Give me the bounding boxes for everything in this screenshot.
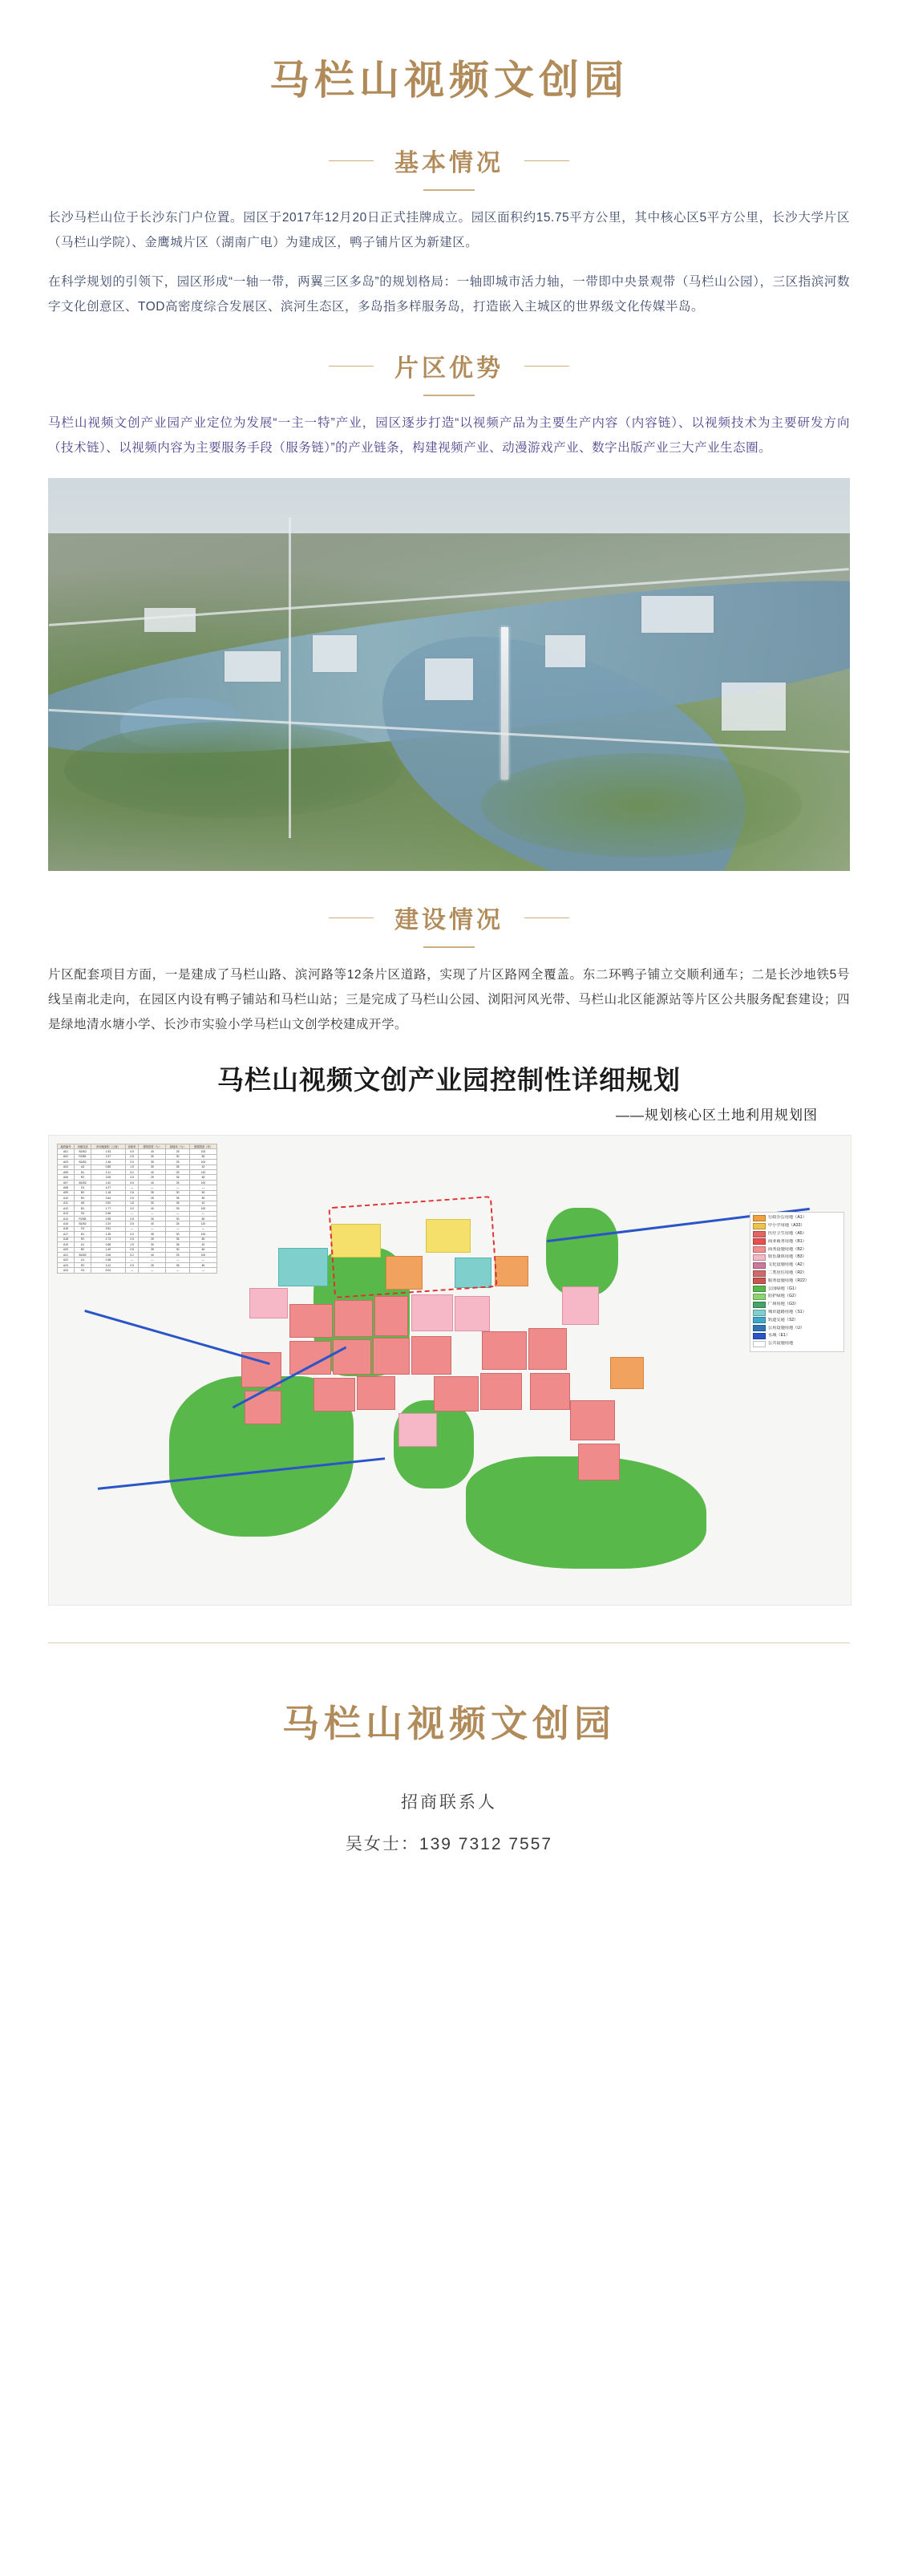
map-parcel <box>610 1357 644 1389</box>
table-cell: 2.98 <box>91 1216 126 1221</box>
table-cell: 25 <box>166 1160 190 1164</box>
legend-item <box>753 1333 841 1339</box>
legend-item <box>753 1341 841 1347</box>
table-cell: 25 <box>166 1170 190 1175</box>
legend-item <box>753 1310 841 1316</box>
table-cell: 3.05 <box>91 1175 126 1180</box>
photo-greenbelt-west <box>64 722 401 818</box>
photo-greenbelt-east <box>481 753 802 857</box>
paragraph: 在科学规划的引领下，园区形成“一轴一带，两翼三区多岛”的规划格局：一轴即城市活力轴，一带即中央景观带（马栏山公园），三区指滨河数字文化创意区、TOD高密度综合发展区、滨河生态区，多岛指多样服务岛，打造嵌入主城区的世界级文化传媒半岛。 <box>48 275 850 314</box>
table-cell: 120 <box>189 1170 216 1175</box>
table-cell: 3.0 <box>125 1160 139 1164</box>
table-cell: 35 <box>166 1175 190 1180</box>
table-cell: — <box>125 1258 139 1262</box>
legend-item <box>753 1254 841 1261</box>
table-cell: 30 <box>166 1232 190 1237</box>
legend-swatch <box>753 1254 766 1261</box>
table-cell: 3.5 <box>125 1221 139 1226</box>
table-cell: A5 <box>75 1201 91 1205</box>
photo-building-cluster <box>722 682 786 731</box>
table-cell: 1.35 <box>91 1232 126 1237</box>
legend-label: 中小学用地（A33） <box>768 1223 805 1229</box>
photo-building-cluster <box>545 635 585 667</box>
table-cell: 30 <box>139 1201 166 1205</box>
table-cell: A03 <box>58 1160 75 1164</box>
table-cell: 30 <box>166 1154 190 1159</box>
table-cell: B2 <box>75 1190 91 1195</box>
table-cell: R2 <box>75 1237 91 1241</box>
table-cell: 25 <box>166 1221 190 1226</box>
table-cell: B1/B2 <box>75 1253 91 1258</box>
table-cell: B1/B2 <box>75 1149 91 1154</box>
table-cell: 40 <box>139 1253 166 1258</box>
legend-label: 防护绿地（G2） <box>768 1294 799 1299</box>
legend-label: 文化设施用地（A2） <box>768 1262 807 1268</box>
map-parcel <box>411 1294 453 1331</box>
section-heading-label: 建设情况 <box>374 900 524 935</box>
section-heading-construction <box>0 900 898 935</box>
table-cell: — <box>166 1268 190 1273</box>
table-cell: 80 <box>189 1216 216 1221</box>
table-cell: B1/B2 <box>75 1180 91 1185</box>
table-cell: — <box>139 1268 166 1273</box>
table-cell: 35 <box>166 1196 190 1201</box>
table-cell: A07 <box>58 1180 75 1185</box>
table-header-cell: 建筑密度（％） <box>139 1144 166 1149</box>
legend-swatch <box>753 1341 766 1347</box>
table-cell: G1 <box>75 1226 91 1231</box>
map-parcel <box>528 1328 567 1370</box>
planning-data-table <box>57 1144 217 1274</box>
table-cell: 2.8 <box>125 1247 139 1252</box>
table-cell: 2.8 <box>125 1190 139 1195</box>
legend-item <box>753 1215 841 1221</box>
legend-swatch <box>753 1294 766 1300</box>
table-cell: 5.04 <box>91 1268 126 1273</box>
table-cell: — <box>125 1211 139 1216</box>
table-header-cell: 容积率 <box>125 1144 139 1149</box>
map-parcel <box>333 1339 371 1375</box>
table-cell: R2 <box>75 1175 91 1180</box>
legend-swatch <box>753 1310 766 1316</box>
footer-divider <box>48 1642 850 1643</box>
table-cell: — <box>139 1258 166 1262</box>
table-cell: 100 <box>189 1160 216 1164</box>
planning-map-canvas <box>48 1135 851 1606</box>
table-cell: B1 <box>75 1170 91 1175</box>
table-cell: 100 <box>189 1149 216 1154</box>
legend-swatch <box>753 1286 766 1292</box>
table-cell: 100 <box>189 1180 216 1185</box>
table-cell: 2.06 <box>91 1253 126 1258</box>
table-cell: 2.5 <box>125 1175 139 1180</box>
section-heading-label: 基本情况 <box>374 143 524 178</box>
map-parcel <box>334 1300 373 1337</box>
table-cell: — <box>166 1185 190 1190</box>
photo-building-cluster <box>425 658 473 700</box>
footer-contact-label: 招商联系人 <box>401 1793 497 1812</box>
legend-label: 医疗卫生用地（A5） <box>768 1231 807 1237</box>
table-header-cell: 用地性质 <box>75 1144 91 1149</box>
legend-label: 服务设施用地（R22） <box>768 1278 810 1283</box>
table-cell: 30 <box>139 1242 166 1247</box>
legend-label: 公共设施用地 <box>768 1341 794 1347</box>
table-cell: R2 <box>75 1262 91 1267</box>
table-cell: — <box>166 1258 190 1262</box>
map-parcel <box>374 1296 408 1336</box>
legend-label: 广场用地（G3） <box>768 1302 799 1307</box>
table-cell: 3.5 <box>125 1180 139 1185</box>
table-cell: 2.5 <box>125 1237 139 1241</box>
planning-map-title: 马栏山视频文创产业园控制性详细规划 <box>217 1067 681 1096</box>
table-cell: 1.46 <box>91 1160 126 1164</box>
legend-label: 公用设施用地（U） <box>768 1325 805 1331</box>
table-cell: B1/B2 <box>75 1160 91 1164</box>
legend-label: 水域（E1） <box>768 1333 791 1339</box>
table-cell: — <box>139 1226 166 1231</box>
table-header-cell: 净用地面积（公顷） <box>91 1144 126 1149</box>
map-parcel <box>289 1304 333 1338</box>
table-cell: A16 <box>58 1226 75 1231</box>
table-cell: A09 <box>58 1190 75 1195</box>
table-cell: 3.5 <box>125 1149 139 1154</box>
table-cell: A3 <box>75 1164 91 1169</box>
table-cell: — <box>125 1185 139 1190</box>
table-cell: B1 <box>75 1206 91 1211</box>
paragraph: 片区配套项目方面，一是建成了马栏山路、滨河路等12条片区道路，实现了片区路网全覆盖。东二环鸭子铺立交顺利通车；二是长沙地铁5号线呈南北走向，在园区内设有鸭子铺站和马栏山站；三是完成了马栏山公园、浏阳河风光带、马栏山北区能源站等片区公共服务配套建设；四是绿地清水塘小学、长沙市实验小学马栏山文创学校建成开学。 <box>48 968 850 1031</box>
section-basic-body <box>48 191 850 319</box>
table-cell: 35 <box>166 1242 190 1247</box>
table-cell: 4.27 <box>91 1185 126 1190</box>
table-cell: 2.37 <box>91 1154 126 1159</box>
table-cell: U1 <box>75 1258 91 1262</box>
table-cell: 25 <box>139 1237 166 1241</box>
table-cell: 100 <box>189 1253 216 1258</box>
photo-road <box>289 517 291 838</box>
table-cell: 3.2 <box>125 1253 139 1258</box>
map-parcel <box>245 1391 281 1424</box>
table-cell: 30 <box>166 1247 190 1252</box>
table-cell: 80 <box>189 1196 216 1201</box>
photo-building-cluster <box>313 635 357 672</box>
section-heading-label: 片区优势 <box>374 348 524 383</box>
table-cell: 0.38 <box>91 1258 126 1262</box>
table-cell: A18 <box>58 1237 75 1241</box>
table-cell: 120 <box>189 1221 216 1226</box>
map-parcel <box>570 1400 615 1440</box>
table-cell: — <box>166 1211 190 1216</box>
photo-building-cluster <box>224 651 281 682</box>
table-cell: S4 <box>75 1211 91 1216</box>
legend-swatch <box>753 1238 766 1245</box>
table-cell: G1 <box>75 1185 91 1190</box>
table-cell: A13 <box>58 1211 75 1216</box>
map-parcel <box>373 1338 410 1375</box>
table-cell: 2.8 <box>125 1216 139 1221</box>
table-cell: 40 <box>139 1206 166 1211</box>
table-cell: 2.5 <box>125 1196 139 1201</box>
table-cell: 40 <box>139 1180 166 1185</box>
table-cell: 40 <box>189 1164 216 1169</box>
legend-swatch <box>753 1302 766 1308</box>
table-header-cell: 建筑限高（米） <box>189 1144 216 1149</box>
table-cell: 35 <box>166 1201 190 1205</box>
section-advantage-body <box>48 396 850 460</box>
table-cell: 25 <box>139 1196 166 1201</box>
table-cell: 2.8 <box>125 1154 139 1159</box>
table-cell: 40 <box>189 1242 216 1247</box>
legend-swatch <box>753 1278 766 1284</box>
map-parcel <box>530 1373 570 1410</box>
aerial-photo <box>48 478 850 871</box>
map-parcel <box>562 1286 599 1325</box>
table-cell: 100 <box>189 1206 216 1211</box>
table-cell: 30 <box>166 1216 190 1221</box>
table-cell: 1.93 <box>91 1149 126 1154</box>
table-cell: A14 <box>58 1216 75 1221</box>
legend-item <box>753 1262 841 1269</box>
table-cell: 1.49 <box>91 1247 126 1252</box>
table-cell: 100 <box>189 1232 216 1237</box>
section-construction-body <box>48 948 850 1037</box>
legend-swatch <box>753 1333 766 1339</box>
table-cell: 35 <box>166 1262 190 1267</box>
table-cell: — <box>125 1226 139 1231</box>
table-cell: — <box>125 1268 139 1273</box>
table-cell: 40 <box>139 1170 166 1175</box>
table-cell: A04 <box>58 1164 75 1169</box>
table-cell: A21 <box>58 1253 75 1258</box>
table-cell: 30 <box>139 1164 166 1169</box>
table-cell: A19 <box>58 1242 75 1247</box>
table-cell: B2 <box>75 1247 91 1252</box>
table-cell: — <box>189 1258 216 1262</box>
table-cell: 80 <box>189 1262 216 1267</box>
table-cell: — <box>139 1211 166 1216</box>
table-cell: 0.68 <box>91 1242 126 1247</box>
table-cell: 25 <box>139 1262 166 1267</box>
table-cell: A17 <box>58 1232 75 1237</box>
table-cell: 25 <box>166 1180 190 1185</box>
photo-landmark-tower <box>501 627 508 780</box>
table-cell: 80 <box>189 1154 216 1159</box>
footer-title: 马栏山视频文创园 <box>282 1703 616 1744</box>
table-cell: A11 <box>58 1201 75 1205</box>
table-cell: 1.5 <box>125 1164 139 1169</box>
section-heading-basic <box>0 143 898 178</box>
table-cell: A10 <box>58 1196 75 1201</box>
table-cell: — <box>189 1185 216 1190</box>
table-cell: A15 <box>58 1221 75 1226</box>
legend-item <box>753 1246 841 1253</box>
legend-swatch <box>753 1215 766 1221</box>
page-title: 马栏山视频文创园 <box>269 58 629 103</box>
legend-label: 公园绿地（G1） <box>768 1286 799 1291</box>
map-legend <box>750 1212 844 1352</box>
legend-item <box>753 1231 841 1237</box>
table-cell: 25 <box>166 1206 190 1211</box>
table-cell: — <box>166 1226 190 1231</box>
map-parcel <box>434 1376 479 1412</box>
legend-item <box>753 1294 841 1300</box>
legend-label: 商务设施用地（B2） <box>768 1246 807 1252</box>
legend-item <box>753 1286 841 1292</box>
table-cell: 30 <box>166 1190 190 1195</box>
table-cell: R2/B1 <box>75 1216 91 1221</box>
map-parcel <box>482 1331 527 1370</box>
paragraph: 马栏山视频文创产业园产业定位为发展“一主一特”产业，园区逐步打造“以视频产品为主要生产内容（内容链）、以视频技术为主要研发方向（技术链）、以视频内容为主要服务手段（服务链）”的产业链条，构建视频产业、动漫游戏产业、数字出版产业三大产业生态圈。 <box>48 416 850 455</box>
section-heading-advantage <box>0 348 898 383</box>
table-cell: 3.0 <box>125 1206 139 1211</box>
table-cell: 35 <box>139 1160 166 1164</box>
table-cell: 3.12 <box>91 1262 126 1267</box>
table-cell: 3.2 <box>125 1170 139 1175</box>
map-parcel <box>278 1248 328 1286</box>
table-header-cell: 绿地率（％） <box>166 1144 190 1149</box>
table-cell: 25 <box>166 1253 190 1258</box>
table-cell: 35 <box>139 1190 166 1195</box>
paragraph: 长沙马栏山位于长沙东门户位置。园区于2017年12月20日正式挂牌成立。园区面积约15.75平方公里，其中核心区5平方公里，长沙大学片区（马栏山学院）、金鹰城片区（湖南广电）为建成区，鸭子铺片区为新建区。 <box>48 211 850 249</box>
legend-swatch <box>753 1270 766 1277</box>
table-cell: 0.46 <box>91 1211 126 1216</box>
legend-swatch <box>753 1325 766 1331</box>
legend-item <box>753 1238 841 1245</box>
map-parcel <box>578 1444 620 1480</box>
table-cell: B1 <box>75 1232 91 1237</box>
legend-swatch <box>753 1223 766 1229</box>
legend-label: 轨道交通（S2） <box>768 1317 799 1322</box>
legend-item <box>753 1270 841 1277</box>
legend-item <box>753 1278 841 1284</box>
legend-swatch <box>753 1262 766 1269</box>
table-cell: A06 <box>58 1175 75 1180</box>
table-cell: 60 <box>189 1190 216 1195</box>
legend-item <box>753 1317 841 1323</box>
table-cell: 40 <box>139 1149 166 1154</box>
table-cell: — <box>189 1268 216 1273</box>
table-cell: 80 <box>189 1175 216 1180</box>
table-cell: A02 <box>58 1154 75 1159</box>
legend-swatch <box>753 1317 766 1323</box>
table-cell: 35 <box>139 1232 166 1237</box>
planning-map-subtitle: ——规划核心区土地利用规划图 <box>616 1108 818 1123</box>
table-cell: A05 <box>58 1170 75 1175</box>
table-cell: A24 <box>58 1268 75 1273</box>
table-row <box>58 1268 217 1273</box>
table-cell: 3.0 <box>125 1232 139 1237</box>
table-cell: 1.8 <box>125 1201 139 1205</box>
photo-building-cluster <box>144 608 196 632</box>
legend-label: 娱乐康体用地（B3） <box>768 1254 807 1260</box>
table-cell: 2.5 <box>125 1262 139 1267</box>
legend-item <box>753 1325 841 1331</box>
table-cell: 2.11 <box>91 1170 126 1175</box>
table-cell: — <box>189 1226 216 1231</box>
table-cell: 1.62 <box>91 1180 126 1185</box>
footer-contact-value: 吴女士：139 7312 7557 <box>345 1835 553 1853</box>
map-green-area <box>546 1208 618 1296</box>
table-cell: A01 <box>58 1149 75 1154</box>
table-cell: A1 <box>75 1242 91 1247</box>
table-cell: 35 <box>166 1237 190 1241</box>
legend-item <box>753 1223 841 1229</box>
table-cell: 0.85 <box>91 1164 126 1169</box>
table-cell: 1.77 <box>91 1206 126 1211</box>
table-cell: A12 <box>58 1206 75 1211</box>
table-cell: A08 <box>58 1185 75 1190</box>
table-cell: 80 <box>189 1237 216 1241</box>
planning-map-block <box>48 1059 850 1606</box>
table-cell: 1.18 <box>91 1190 126 1195</box>
legend-label: 城市道路用地（S1） <box>768 1310 807 1315</box>
table-cell: B1/B2 <box>75 1221 91 1226</box>
table-cell: 30 <box>139 1216 166 1221</box>
map-parcel <box>495 1256 528 1286</box>
map-parcel <box>249 1288 288 1318</box>
table-cell: 35 <box>166 1164 190 1169</box>
planning-table-body <box>58 1149 217 1274</box>
table-cell: G1 <box>75 1268 91 1273</box>
table-cell: 40 <box>139 1221 166 1226</box>
table-cell: R2/B1 <box>75 1154 91 1159</box>
table-cell: 40 <box>189 1201 216 1205</box>
table-cell: 2.73 <box>91 1237 126 1241</box>
table-cell: 30 <box>139 1154 166 1159</box>
legend-swatch <box>753 1246 766 1253</box>
table-cell: 2.64 <box>91 1196 126 1201</box>
legend-label: 商业商务用地（B1） <box>768 1238 807 1244</box>
map-parcel <box>480 1373 522 1410</box>
table-cell: R2 <box>75 1196 91 1201</box>
map-boundary <box>328 1196 497 1298</box>
table-cell: 25 <box>166 1149 190 1154</box>
table-cell: 60 <box>189 1247 216 1252</box>
table-cell: 0.92 <box>91 1201 126 1205</box>
legend-label: 行政办公用地（A1） <box>768 1215 807 1221</box>
legend-item <box>753 1302 841 1308</box>
table-header-cell: 地块编号 <box>58 1144 75 1149</box>
table-cell: 35 <box>139 1247 166 1252</box>
table-cell: A23 <box>58 1262 75 1267</box>
aerial-photo-wrapper <box>48 478 850 871</box>
legend-label: 二类居住用地（R2） <box>768 1270 807 1276</box>
map-parcel <box>455 1296 490 1331</box>
map-parcel <box>411 1336 451 1375</box>
photo-building-cluster <box>641 596 714 633</box>
table-cell: A22 <box>58 1258 75 1262</box>
table-cell: 25 <box>139 1175 166 1180</box>
table-cell: 2.20 <box>91 1221 126 1226</box>
map-parcel <box>357 1376 395 1410</box>
table-cell: 3.51 <box>91 1226 126 1231</box>
table-cell: — <box>139 1185 166 1190</box>
table-cell: 1.5 <box>125 1242 139 1247</box>
map-parcel <box>398 1413 437 1447</box>
map-parcel <box>313 1378 355 1412</box>
table-cell: — <box>189 1211 216 1216</box>
table-cell: A20 <box>58 1247 75 1252</box>
legend-swatch <box>753 1231 766 1237</box>
